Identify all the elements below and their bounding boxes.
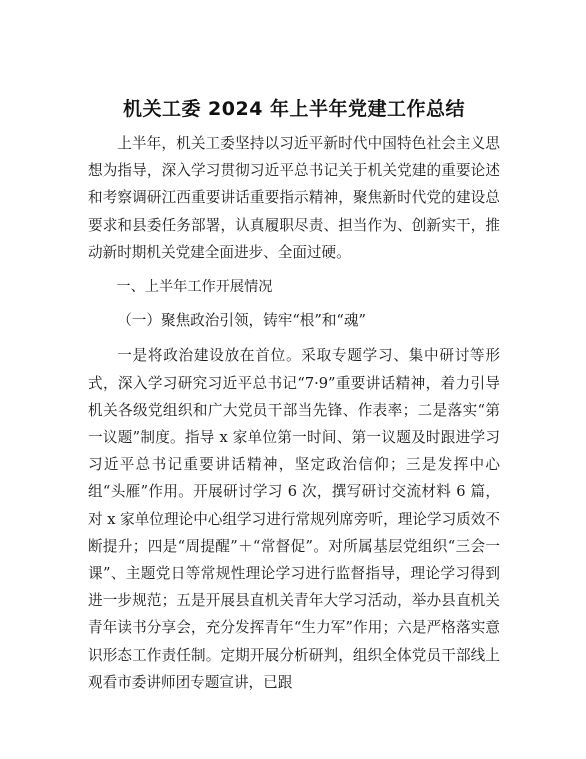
document-title: 机关工委 2024 年上半年党建工作总结 [122,98,466,120]
section-heading: 一、上半年工作开展情况 [116,279,273,296]
document-page [88,96,500,696]
intro-paragraph: 上半年，机关工委坚持以习近平新时代中国特色社会主义思想为指导，深入学习贯彻习近平总书记关于机关党建的重要论述和考察调研江西重要讲话重要指示精神，聚焦新时代党的建设总要求和县委任务部署，认真履职尽责、担当作为、创新实干，推动新时期机关党建全面进步、全面过硬。 [88,135,500,261]
subsection-heading: （一）聚焦政治引领，铸牢“根”和“魂” [117,312,366,330]
subsection-body: 一是将政治建设放在首位。采取专题学习、集中研讨等形式，深入学习研究习近平总书记“7·9”重要讲话精神，着力引导机关各级党组织和广大党员干部当先锋、作表率；二是落实“第一议题”制度。指导 x 家单位第一时间、第一议题及时跟进学习习近平总书记重要讲话精神，坚定政治信仰；三是发挥中心组“头雁”作用。开展研讨学习 6 次，撰写研讨交流材料 6 篇，对 x 家单位理论中心组学习进行常规列席旁听，理论学习质效不断提升；四是“周提醒”＋“常督促”。对所属基层党组织“三会一课”、主题党日等常规性理论学习进行监督指导，理论学习得到进一步规范；五是开展县直机关青年大学习活动，举办县直机关青年读书分享会，充分发挥青年“生力军”作用；六是严格落实意识形态工作责任制。定期开展分析研判，组织全体党员干部线上观看市委讲师团专题宣讲，已跟 [88,347,500,691]
